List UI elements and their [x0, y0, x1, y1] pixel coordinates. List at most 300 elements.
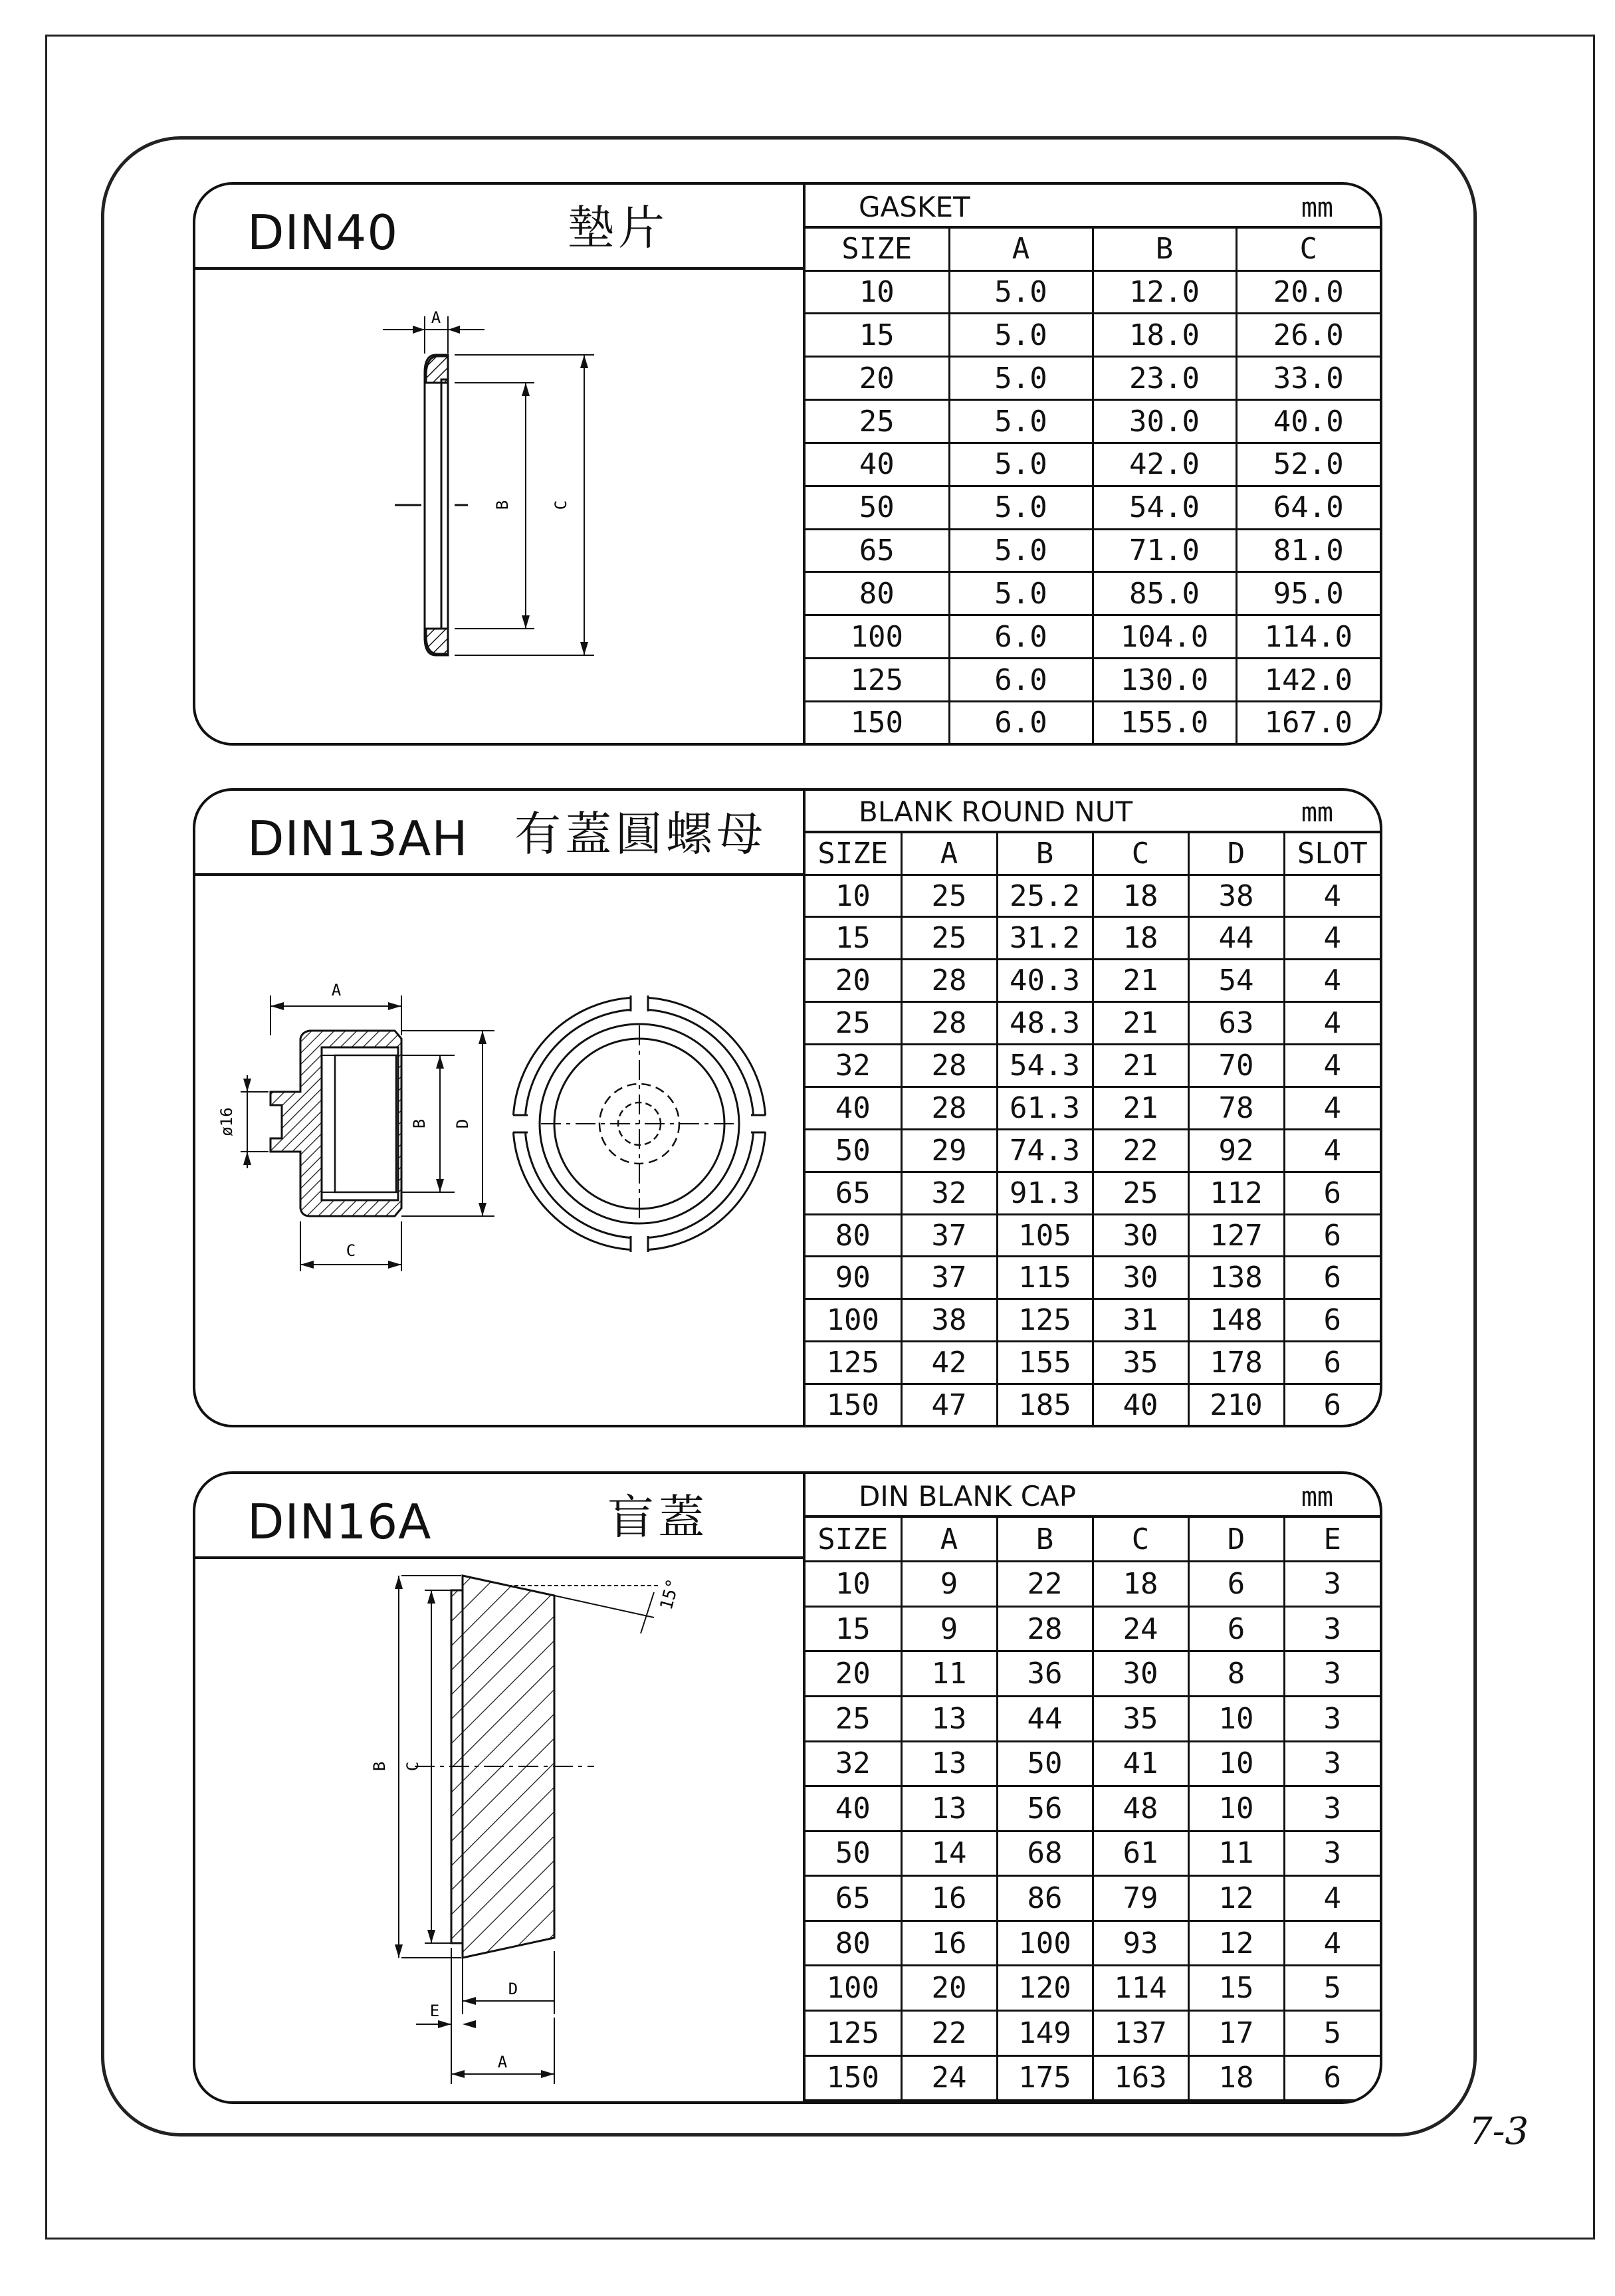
table-cell: 20	[806, 1651, 901, 1697]
din40-title-row	[195, 185, 803, 270]
table-cell: 3	[1284, 1741, 1380, 1786]
table-row	[806, 960, 1380, 1002]
table-cell: 50	[806, 486, 949, 529]
table-cell: 30	[1093, 1257, 1188, 1299]
table-cell: 10	[806, 875, 901, 917]
table-cell: 25	[806, 400, 949, 443]
table-cell: 6	[1284, 1214, 1380, 1257]
table-cell: 10	[1188, 1786, 1284, 1831]
table-cell: 54.3	[997, 1045, 1093, 1087]
table-cell: 21	[1093, 1002, 1188, 1045]
table-cell: 47	[901, 1384, 997, 1427]
table-cell: 80	[806, 572, 949, 615]
table-cell: 91.3	[997, 1172, 1093, 1214]
table-cell: 150	[806, 2055, 901, 2101]
dim-label-c: C	[346, 1241, 356, 1260]
table-cell	[901, 2101, 997, 2103]
table-cell: 5.0	[949, 400, 1093, 443]
table-title-row	[806, 185, 1380, 229]
table-cell: 3	[1284, 1696, 1380, 1741]
table-cell: 30	[1093, 1214, 1188, 1257]
table-cell: 3	[1284, 1606, 1380, 1651]
table-cell: 6	[1284, 1384, 1380, 1427]
gasket-cross-section-diagram	[195, 270, 803, 746]
table-cell: 3	[1284, 1651, 1380, 1697]
table-cell: 137	[1093, 2010, 1188, 2055]
table-cell: 15	[806, 314, 949, 357]
table-title-row	[806, 1474, 1380, 1518]
gasket-spec-table	[806, 229, 1380, 746]
table-cell: 15	[806, 917, 901, 960]
blank-round-nut-diagram	[195, 876, 803, 1427]
table-cell: 38	[901, 1299, 997, 1342]
table-header-row	[806, 1518, 1380, 1562]
table-cell: 5.0	[949, 443, 1093, 486]
table-cell: 54	[1188, 960, 1284, 1002]
table-cell: 104.0	[1093, 615, 1236, 659]
table-cell: 40	[806, 443, 949, 486]
table-row	[806, 701, 1380, 744]
table-cell: 149	[997, 2010, 1093, 2055]
table-cell: 32	[806, 1741, 901, 1786]
table-unit: mm	[1301, 193, 1333, 223]
table-row	[806, 1214, 1380, 1257]
table-row	[806, 917, 1380, 960]
table-cell: 13	[901, 1696, 997, 1741]
table-cell: 6	[1284, 1299, 1380, 1342]
table-cell	[1188, 2101, 1284, 2103]
dim-label-a: A	[431, 308, 441, 327]
table-cell: 6.0	[949, 701, 1093, 744]
product-chinese-name: 墊片	[568, 201, 669, 255]
table-cell: 12.0	[1093, 270, 1236, 314]
table-cell: 4	[1284, 1002, 1380, 1045]
table-cell: 71.0	[1093, 529, 1236, 572]
table-cell: 114.0	[1236, 615, 1380, 659]
table-cell: 6.0	[949, 615, 1093, 659]
table-cell: 37	[901, 1214, 997, 1257]
table-cell: 35	[1093, 1342, 1188, 1384]
table-cell: 100	[806, 615, 949, 659]
table-name: BLANK ROUND NUT	[859, 795, 1133, 828]
table-cell: 41	[1093, 1741, 1188, 1786]
table-cell: 3	[1284, 1562, 1380, 1607]
table-cell: 65	[806, 1172, 901, 1214]
table-cell: 6	[1284, 1342, 1380, 1384]
table-cell: 163	[1093, 2055, 1188, 2101]
table-cell	[1093, 2101, 1188, 2103]
table-row	[806, 875, 1380, 917]
table-cell: 5.0	[949, 314, 1093, 357]
table-cell: 28	[997, 1606, 1093, 1651]
din16a-title-row	[195, 1474, 803, 1559]
column-header: C	[1093, 1518, 1188, 1562]
table-row	[806, 1299, 1380, 1342]
table-cell: 11	[901, 1651, 997, 1697]
table-cell: 21	[1093, 1045, 1188, 1087]
table-cell: 18	[1188, 2055, 1284, 2101]
table-row	[806, 1002, 1380, 1045]
table-cell: 178	[1188, 1342, 1284, 1384]
blank-cap-cross-section-diagram	[195, 1559, 803, 2104]
table-row	[806, 1921, 1380, 1966]
table-cell: 5	[1284, 1966, 1380, 2011]
table-cell: 50	[806, 1129, 901, 1172]
column-header: B	[997, 833, 1093, 875]
column-header: B	[1093, 229, 1236, 270]
table-row	[806, 486, 1380, 529]
product-code: DIN16A	[247, 1494, 432, 1550]
table-cell: 20.0	[1236, 270, 1380, 314]
din13ah-drawing-area	[195, 791, 806, 1425]
product-chinese-name: 有蓋圓螺母	[514, 807, 767, 861]
table-cell: 6	[1284, 2055, 1380, 2101]
table-cell: 44	[997, 1696, 1093, 1741]
table-cell: 16	[901, 1921, 997, 1966]
table-cell: 28	[901, 1087, 997, 1129]
table-cell: 63	[1188, 1002, 1284, 1045]
column-header: E	[1284, 1518, 1380, 1562]
table-cell: 10	[806, 1562, 901, 1607]
table-cell: 15	[806, 1606, 901, 1651]
table-row	[806, 1342, 1380, 1384]
table-cell: 74.3	[997, 1129, 1093, 1172]
table-row	[806, 659, 1380, 702]
dim-label-b: B	[493, 500, 512, 510]
column-header: C	[1236, 229, 1380, 270]
table-cell: 61	[1093, 1831, 1188, 1876]
table-cell: 130.0	[1093, 659, 1236, 702]
table-cell: 80	[806, 1921, 901, 1966]
section-din16a	[193, 1471, 1382, 2104]
product-code: DIN40	[247, 205, 399, 261]
table-row	[806, 400, 1380, 443]
table-row	[806, 1966, 1380, 2011]
table-cell: 185	[997, 1384, 1093, 1427]
table-cell: 54.0	[1093, 486, 1236, 529]
table-row	[806, 2010, 1380, 2055]
table-cell: 28	[901, 1002, 997, 1045]
table-header-row	[806, 833, 1380, 875]
table-cell: 25	[806, 1696, 901, 1741]
column-header: D	[1188, 1518, 1284, 1562]
table-row	[806, 1651, 1380, 1697]
column-header: A	[901, 833, 997, 875]
table-cell: 6	[1284, 1257, 1380, 1299]
table-cell: 10	[806, 270, 949, 314]
table-cell: 86	[997, 1876, 1093, 1921]
table-row	[806, 270, 1380, 314]
table-cell: 40	[806, 1786, 901, 1831]
table-row	[806, 1741, 1380, 1786]
column-header: SIZE	[806, 833, 901, 875]
table-cell: 6	[1188, 1606, 1284, 1651]
table-row	[806, 1696, 1380, 1741]
table-cell: 9	[901, 1562, 997, 1607]
table-cell: 40	[1093, 1384, 1188, 1427]
table-cell: 10	[1188, 1696, 1284, 1741]
table-name: GASKET	[859, 191, 970, 223]
dim-label-e: E	[429, 2002, 440, 2020]
table-cell: 61.3	[997, 1087, 1093, 1129]
table-cell: 148	[1188, 1299, 1284, 1342]
table-cell: 167.0	[1236, 701, 1380, 744]
table-cell: 20	[901, 1966, 997, 2011]
table-row	[806, 1045, 1380, 1087]
table-cell: 11	[1188, 1831, 1284, 1876]
table-cell: 48.3	[997, 1002, 1093, 1045]
table-cell: 25	[901, 875, 997, 917]
table-cell: 105	[997, 1214, 1093, 1257]
table-cell: 28	[901, 1045, 997, 1087]
table-cell: 70	[1188, 1045, 1284, 1087]
column-header: A	[949, 229, 1093, 270]
din40-drawing-area	[195, 185, 806, 743]
table-cell: 100	[997, 1921, 1093, 1966]
table-cell: 150	[806, 1384, 901, 1427]
blank-cap-drawing	[195, 1559, 803, 2104]
table-row	[806, 1172, 1380, 1214]
table-cell: 5	[1284, 2010, 1380, 2055]
table-cell: 50	[997, 1741, 1093, 1786]
blank-cap-table-area	[806, 1474, 1380, 2101]
table-cell: 30.0	[1093, 400, 1236, 443]
section-din13ah	[193, 788, 1382, 1427]
table-cell: 90	[806, 1257, 901, 1299]
table-cell: 21	[1093, 960, 1188, 1002]
table-cell: 175	[997, 2055, 1093, 2101]
table-cell: 25	[1093, 1172, 1188, 1214]
table-cell: 68	[997, 1831, 1093, 1876]
table-cell: 79	[1093, 1876, 1188, 1921]
table-cell: 64.0	[1236, 486, 1380, 529]
table-cell: 37	[901, 1257, 997, 1299]
table-cell: 80	[806, 1214, 901, 1257]
dim-label-a: A	[331, 981, 342, 999]
table-cell: 20	[806, 960, 901, 1002]
table-row	[806, 1606, 1380, 1651]
table-cell: 120	[997, 1966, 1093, 2011]
table-row	[806, 314, 1380, 357]
table-cell: 4	[1284, 1045, 1380, 1087]
table-cell: 81.0	[1236, 529, 1380, 572]
table-cell: 12	[1188, 1921, 1284, 1966]
table-row	[806, 615, 1380, 659]
dim-label-d: D	[508, 1980, 518, 1998]
round-nut-spec-table	[806, 833, 1380, 1427]
table-row	[806, 1257, 1380, 1299]
table-cell: 6	[1188, 1562, 1284, 1607]
page-number: 7-3	[1469, 2110, 1529, 2153]
table-cell: 12	[1188, 1876, 1284, 1921]
table-cell: 32	[806, 1045, 901, 1087]
table-cell: 18	[1093, 917, 1188, 960]
table-cell: 92	[1188, 1129, 1284, 1172]
table-name: DIN BLANK CAP	[859, 1480, 1077, 1513]
table-cell: 18	[1093, 1562, 1188, 1607]
table-cell: 23.0	[1093, 357, 1236, 400]
table-cell: 14	[901, 1831, 997, 1876]
table-cell: 29	[901, 1129, 997, 1172]
table-cell: 112	[1188, 1172, 1284, 1214]
table-cell: 155.0	[1093, 701, 1236, 744]
table-cell: 5.0	[949, 357, 1093, 400]
table-cell: 5.0	[949, 572, 1093, 615]
table-cell: 4	[1284, 960, 1380, 1002]
table-cell: 125	[806, 1342, 901, 1384]
table-cell: 95.0	[1236, 572, 1380, 615]
table-cell: 6.0	[949, 659, 1093, 702]
table-cell: 38	[1188, 875, 1284, 917]
table-cell: 4	[1284, 917, 1380, 960]
table-cell: 125	[997, 1299, 1093, 1342]
column-header: B	[997, 1518, 1093, 1562]
table-cell: 210	[1188, 1384, 1284, 1427]
table-cell: 65	[806, 1876, 901, 1921]
table-cell: 4	[1284, 875, 1380, 917]
din16a-drawing-area	[195, 1474, 806, 2101]
table-cell: 30	[1093, 1651, 1188, 1697]
table-cell: 150	[806, 701, 949, 744]
table-cell	[997, 2101, 1093, 2103]
table-cell: 36	[997, 1651, 1093, 1697]
table-cell: 4	[1284, 1129, 1380, 1172]
table-cell: 33.0	[1236, 357, 1380, 400]
din13ah-title-row	[195, 791, 803, 876]
dim-label-angle: 15°	[656, 1576, 684, 1612]
table-cell: 25	[901, 917, 997, 960]
table-row	[806, 2101, 1380, 2103]
table-cell: 28	[901, 960, 997, 1002]
table-cell: 31.2	[997, 917, 1093, 960]
table-cell: 100	[806, 1966, 901, 2011]
table-cell: 3	[1284, 1831, 1380, 1876]
round-nut-drawing	[195, 876, 803, 1427]
table-cell: 22	[1093, 1129, 1188, 1172]
section-din40	[193, 182, 1382, 746]
table-cell: 65	[806, 529, 949, 572]
table-cell: 50	[806, 1831, 901, 1876]
table-cell: 26.0	[1236, 314, 1380, 357]
table-cell: 48	[1093, 1786, 1188, 1831]
table-cell: 78	[1188, 1087, 1284, 1129]
table-cell: 31	[1093, 1299, 1188, 1342]
table-row	[806, 572, 1380, 615]
table-cell	[806, 2101, 901, 2103]
table-row	[806, 1786, 1380, 1831]
table-cell: 18.0	[1093, 314, 1236, 357]
table-cell: 4	[1284, 1876, 1380, 1921]
table-row	[806, 529, 1380, 572]
table-cell: 93	[1093, 1921, 1188, 1966]
nut-front-view	[510, 994, 768, 1253]
column-header: A	[901, 1518, 997, 1562]
table-cell: 142.0	[1236, 659, 1380, 702]
dim-label-c: C	[552, 500, 570, 510]
table-row	[806, 1876, 1380, 1921]
table-cell: 25.2	[997, 875, 1093, 917]
dim-label-a: A	[497, 2053, 508, 2071]
table-cell: 15	[1188, 1966, 1284, 2011]
dim-label-b: B	[410, 1118, 429, 1129]
table-cell: 6	[1284, 1172, 1380, 1214]
column-header: SLOT	[1284, 833, 1380, 875]
table-cell: 44	[1188, 917, 1284, 960]
blank-cap-spec-table	[806, 1518, 1380, 2104]
table-cell: 115	[997, 1257, 1093, 1299]
table-cell: 24	[901, 2055, 997, 2101]
table-header-row	[806, 229, 1380, 270]
table-cell: 18	[1093, 875, 1188, 917]
table-row	[806, 2055, 1380, 2101]
product-code: DIN13AH	[247, 811, 469, 867]
table-cell: 13	[901, 1786, 997, 1831]
table-cell: 20	[806, 357, 949, 400]
table-row	[806, 1831, 1380, 1876]
round-nut-table-area	[806, 791, 1380, 1425]
table-cell: 42.0	[1093, 443, 1236, 486]
table-cell: 125	[806, 659, 949, 702]
table-row	[806, 1129, 1380, 1172]
table-cell: 8	[1188, 1651, 1284, 1697]
table-row	[806, 443, 1380, 486]
table-cell: 125	[806, 2010, 901, 2055]
table-cell: 3	[1284, 1786, 1380, 1831]
table-cell: 24	[1093, 1606, 1188, 1651]
table-cell: 21	[1093, 1087, 1188, 1129]
column-header: D	[1188, 833, 1284, 875]
table-unit: mm	[1301, 797, 1333, 828]
table-cell: 138	[1188, 1257, 1284, 1299]
table-cell: 5.0	[949, 486, 1093, 529]
column-header: SIZE	[806, 1518, 901, 1562]
table-cell: 9	[901, 1606, 997, 1651]
table-title-row	[806, 791, 1380, 833]
table-cell: 52.0	[1236, 443, 1380, 486]
gasket-table-area	[806, 185, 1380, 743]
table-row	[806, 1562, 1380, 1607]
dim-label-diameter: ø16	[217, 1107, 236, 1136]
table-cell: 13	[901, 1741, 997, 1786]
table-cell: 40.3	[997, 960, 1093, 1002]
table-cell: 42	[901, 1342, 997, 1384]
table-cell: 114	[1093, 1966, 1188, 2011]
dim-label-b: B	[370, 1761, 389, 1772]
table-row	[806, 1384, 1380, 1427]
table-row	[806, 1087, 1380, 1129]
table-cell: 16	[901, 1876, 997, 1921]
column-header: SIZE	[806, 229, 949, 270]
table-cell: 85.0	[1093, 572, 1236, 615]
table-cell: 17	[1188, 2010, 1284, 2055]
dim-label-d: D	[453, 1118, 472, 1129]
table-cell: 25	[806, 1002, 901, 1045]
table-cell: 127	[1188, 1214, 1284, 1257]
table-cell: 4	[1284, 1087, 1380, 1129]
table-row	[806, 357, 1380, 400]
table-cell: 155	[997, 1342, 1093, 1384]
table-cell: 40.0	[1236, 400, 1380, 443]
product-chinese-name: 盲蓋	[607, 1490, 708, 1544]
table-cell: 32	[901, 1172, 997, 1214]
table-cell: 22	[901, 2010, 997, 2055]
table-cell: 100	[806, 1299, 901, 1342]
column-header: C	[1093, 833, 1188, 875]
table-cell: 5.0	[949, 529, 1093, 572]
table-cell: 10	[1188, 1741, 1284, 1786]
table-cell: 4	[1284, 1921, 1380, 1966]
table-cell: 5.0	[949, 270, 1093, 314]
